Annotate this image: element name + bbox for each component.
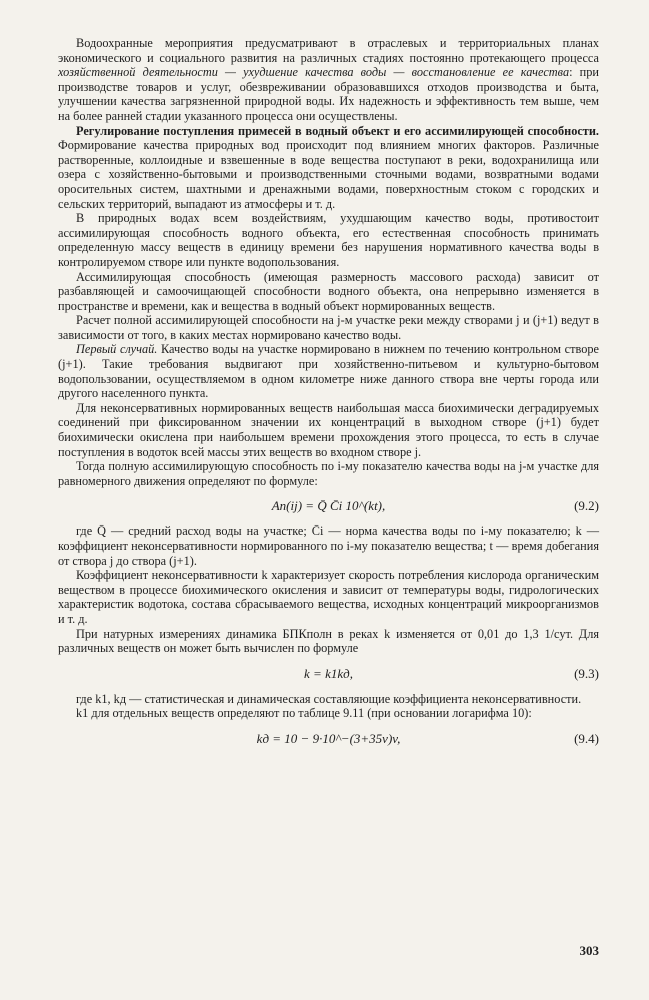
paragraph-9: где Q̄ — средний расход воды на участке; C̄i — норма качества воды по i-му показателю; k — коэффициент неконсервативности нормированного по i-му показателю вещества; t — время добегания от створа j до створа (j+1). bbox=[58, 524, 599, 568]
paragraph-8: Тогда полную ассимилирующую способность по i-му показателю качества воды на j-м участке для равномерного движения определяют по формуле: bbox=[58, 459, 599, 488]
formula-number: (9.2) bbox=[574, 498, 599, 514]
paragraph-2: Регулирование поступления примесей в водный объект и его ассимилирующей способности. Формирование качества природных вод происходит под влиянием многих факторов. Различные растворенные, коллоидные и взвешенные в воде вещества поступают в реки, водохранилища или озера с хозяйственно-бытовыми и производственными сточными водами, возвратными водами оросительных систем, шахтными и дренажными водами, поверхностным стоком с городских и сельских территорий, выпадают из атмосферы и т. д. bbox=[58, 123, 599, 211]
paragraph-1: Водоохранные мероприятия предусматривают в отраслевых и территориальных планах экономического и социального развития на различных стадиях постоянно протекающего процесса хозяйственной деятельности — ухудшение качества воды — восстановление ее качества: при производстве товаров и услуг, обезвреживании образовавшихся отходов производства и быта, улучшении качества загрязненной природной воды. Их надежность и эффективность тем выше, чем на более ранней стадии указанного процесса они осуществлены. bbox=[58, 36, 599, 123]
formula-expression: Aп(ij) = Q̄ C̄i 10^(kt), bbox=[271, 498, 386, 514]
paragraph-7: Для неконсервативных нормированных веществ наибольшая масса биохимически деградируемых соединений при фиксированном значении их концентраций в выходном створе (j+1) будет биохимически окислена при наибольшем времени прохождения этого процесса, то есть в случае поступления в водоток всей массы этих веществ во входном створе j. bbox=[58, 400, 599, 459]
page-body bbox=[58, 36, 599, 757]
formula-9-2 bbox=[58, 497, 599, 515]
paragraph-5: Расчет полной ассимилирующей способности на j-м участке реки между створами j и (j+1) ведут в зависимости от того, в каких местах нормировано качество воды. bbox=[58, 313, 599, 342]
formula-number: (9.3) bbox=[574, 665, 599, 681]
paragraph-4: Ассимилирующая способность (имеющая размерность массового расхода) зависит от разбавляющей и самоочищающей способности водного объекта, она непрерывно изменяется в пространстве и времени, как и вещества в водный объект нормированных веществ. bbox=[58, 269, 599, 313]
paragraph-12: где k1, kд — статистическая и динамическая составляющие коэффициента неконсервативности. bbox=[76, 691, 582, 706]
paragraph-3: В природных водах всем воздействиям, ухудшающим качество воды, противостоит ассимилирующая способность водного объекта, его естественная способность принимать определенную массу веществ в единицу времени без нарушения нормативного качества воды в контролируемом створе или пункте водопользования. bbox=[58, 211, 599, 269]
paragraph-10: Коэффициент неконсервативности k характеризует скорость потребления кислорода органическим веществом в процессе биохимического окисления и зависит от температуры воды, гидрологических характеристик водотока, состава сбрасываемого вещества, исходных концентраций микроорганизмов и т. д. bbox=[58, 568, 599, 626]
formula-expression: kд = 10 − 9·10^−(3+35v)v, bbox=[256, 730, 401, 746]
paragraph-11: При натурных измерениях динамика БПКполн в реках k изменяется от 0,01 до 1,3 1/сут. Для различных веществ он может быть вычислен по формуле bbox=[58, 626, 599, 656]
paragraph-6: Первый случай. Качество воды на участке нормировано в нижнем по течению контрольном створе (j+1). Такие требования выдвигают при хозяйственно-питьевом и культурно-бытовом водопользовании, осуществляемом в одном километре ниже данного створа вне черты города или другого населенного пункта. bbox=[58, 342, 599, 401]
formula-expression: k = k1kд, bbox=[304, 665, 353, 681]
page-number: 303 bbox=[579, 943, 599, 958]
formula-number: (9.4) bbox=[574, 730, 599, 746]
formula-9-4 bbox=[58, 730, 599, 748]
paragraph-13: k1 для отдельных веществ определяют по таблице 9.11 (при основании логарифма 10): bbox=[76, 706, 532, 721]
formula-9-3 bbox=[58, 665, 599, 683]
